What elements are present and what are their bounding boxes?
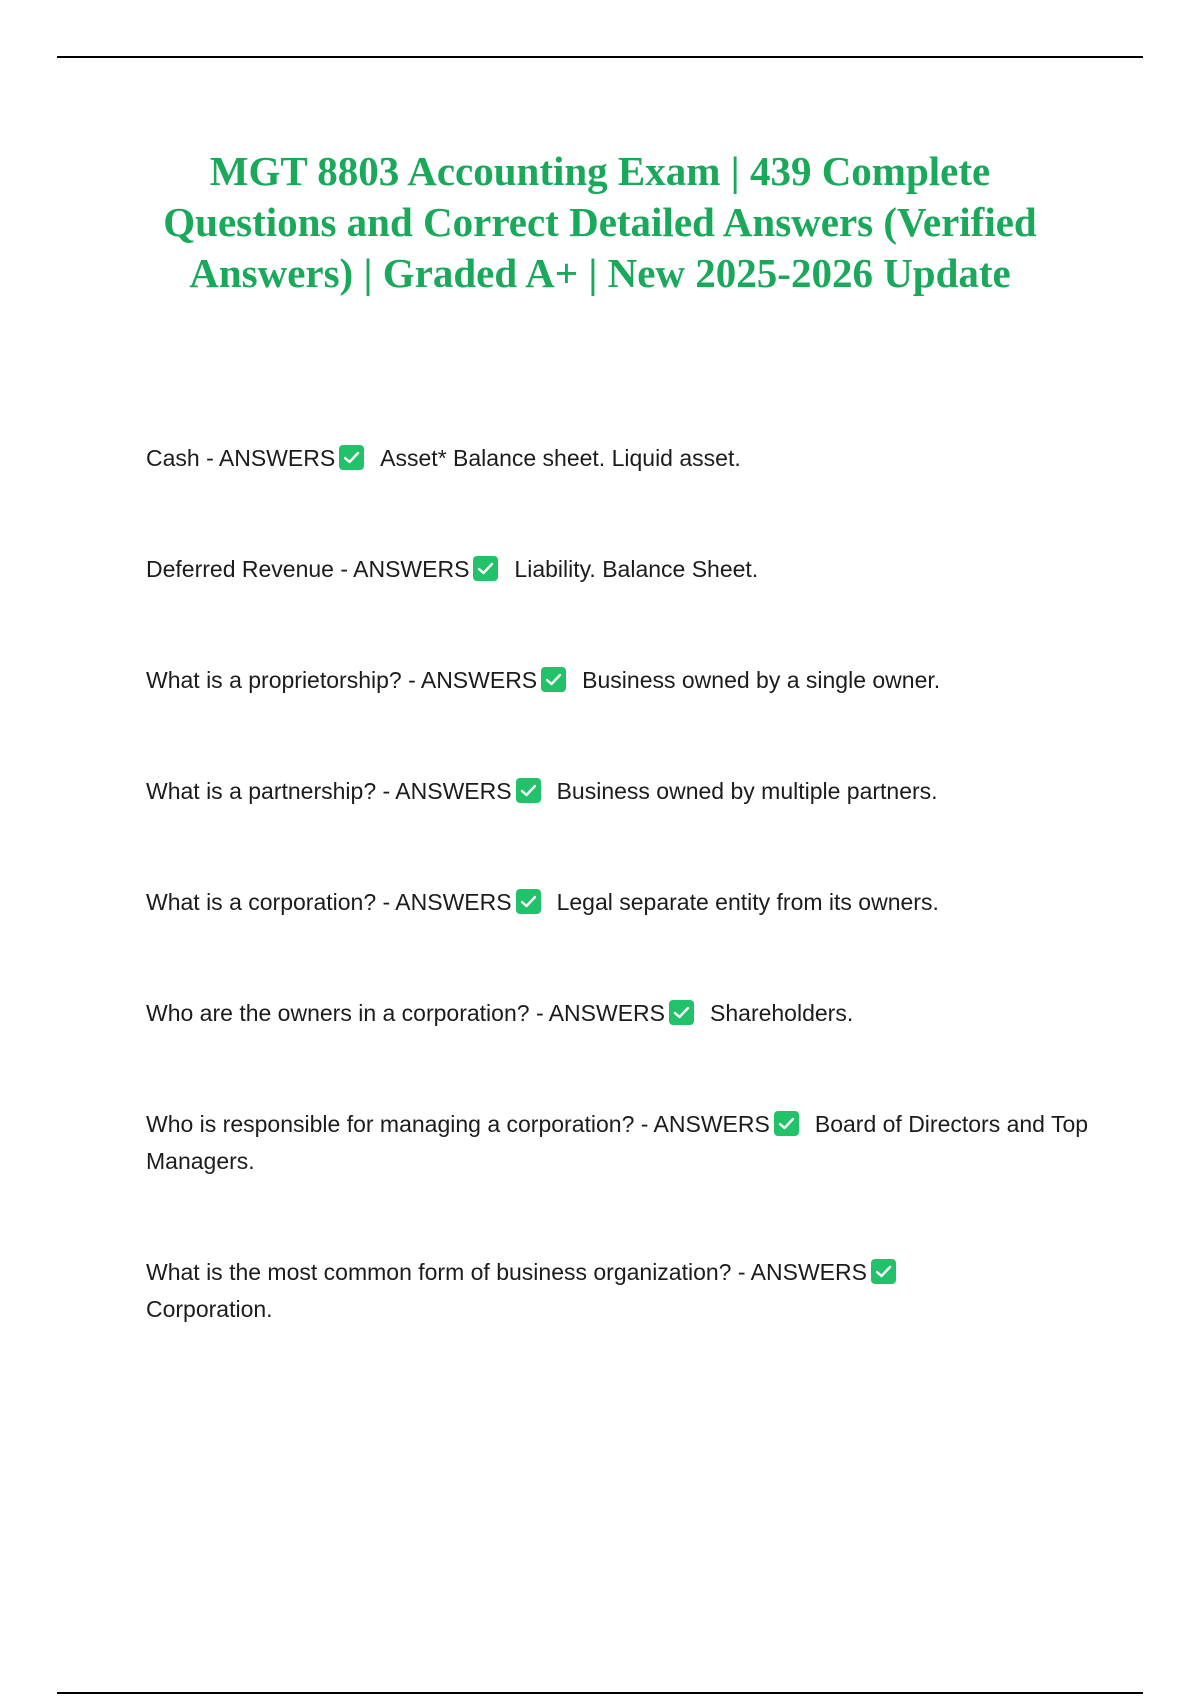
top-divider: [57, 56, 1143, 58]
answers-tag: - ANSWERS: [640, 1111, 770, 1137]
checkmark-icon: [516, 889, 541, 914]
qa-item: [146, 884, 1106, 921]
bottom-divider: [57, 1692, 1143, 1694]
answer-text: Liability. Balance Sheet.: [514, 556, 759, 582]
qa-item: [146, 551, 1106, 588]
answer-text: Corporation.: [146, 1296, 273, 1322]
qa-item: [146, 1254, 1106, 1328]
checkmark-icon: [774, 1111, 799, 1136]
answers-tag: - ANSWERS: [382, 778, 512, 804]
answers-tag: - ANSWERS: [340, 556, 470, 582]
question-text: Who is responsible for managing a corporation?: [146, 1111, 635, 1137]
qa-item: [146, 440, 1106, 477]
answer-text: Business owned by multiple partners.: [556, 778, 938, 804]
answers-tag: - ANSWERS: [408, 667, 538, 693]
question-text: Deferred Revenue: [146, 556, 334, 582]
answer-text: Business owned by a single owner.: [582, 667, 941, 693]
document-title: MGT 8803 Accounting Exam | 439 Complete Questions and Correct Detailed Answers (Verified Answers) | Graded A+ | New 2025-2026 Update: [163, 148, 1037, 296]
checkmark-icon: [516, 778, 541, 803]
question-text: What is the most common form of business organization?: [146, 1259, 732, 1285]
checkmark-icon: [541, 667, 566, 692]
qa-item: [146, 1106, 1106, 1180]
answers-tag: - ANSWERS: [206, 445, 336, 471]
qa-item: [146, 662, 1106, 699]
qa-item: [146, 995, 1106, 1032]
checkmark-icon: [871, 1259, 896, 1284]
answer-text: Shareholders.: [710, 1000, 854, 1026]
checkmark-icon: [473, 556, 498, 581]
answer-text: Asset* Balance sheet. Liquid asset.: [380, 445, 741, 471]
question-text: What is a corporation?: [146, 889, 377, 915]
answer-text: Board of Directors and Top Managers.: [146, 1111, 1089, 1174]
checkmark-icon: [339, 445, 364, 470]
answers-tag: - ANSWERS: [737, 1259, 867, 1285]
question-text: Cash: [146, 445, 200, 471]
answers-tag: - ANSWERS: [535, 1000, 666, 1026]
answer-text: Legal separate entity from its owners.: [556, 889, 939, 915]
question-text: What is a partnership?: [146, 778, 377, 804]
qa-list: [146, 440, 1106, 1328]
answers-tag: - ANSWERS: [382, 889, 512, 915]
qa-item: [146, 773, 1106, 810]
checkmark-icon: [669, 1000, 694, 1025]
question-text: What is a proprietorship?: [146, 667, 402, 693]
question-text: Who are the owners in a corporation?: [146, 1000, 530, 1026]
